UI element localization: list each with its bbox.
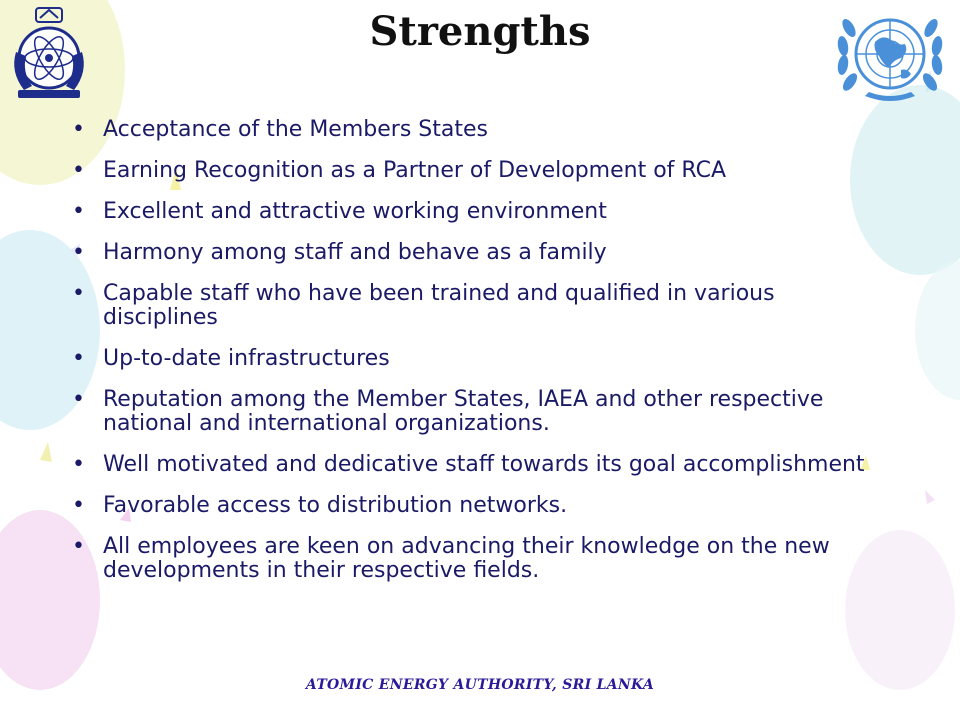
bullet-item: • Excellent and attractive working environment bbox=[70, 200, 890, 224]
balloon-shape bbox=[915, 260, 960, 400]
confetti-shape bbox=[925, 490, 935, 504]
bullet-item: • Well motivated and dedicative staff towards its goal accomplishment bbox=[70, 453, 890, 477]
bullet-item: • Favorable access to distribution networks. bbox=[70, 494, 890, 518]
bullet-item: • Harmony among staff and behave as a family bbox=[70, 241, 890, 265]
bullet-item: • Acceptance of the Members States bbox=[70, 118, 890, 142]
bullet-item: • Reputation among the Member States, IAEA and other respective national and international organizations. bbox=[70, 388, 890, 436]
bullet-item: • Capable staff who have been trained and qualified in various disciplines bbox=[70, 282, 890, 330]
footer-organization: ATOMIC ENERGY AUTHORITY, SRI LANKA bbox=[305, 677, 655, 693]
slide-title: Strengths bbox=[369, 8, 591, 55]
bullet-item: • All employees are keen on advancing their knowledge on the new developments in their respective fields. bbox=[70, 535, 890, 583]
bullet-list bbox=[70, 118, 890, 600]
confetti-shape bbox=[40, 442, 52, 462]
bullet-item: • Up-to-date infrastructures bbox=[70, 347, 890, 371]
bullet-item: • Earning Recognition as a Partner of Development of RCA bbox=[70, 159, 890, 183]
